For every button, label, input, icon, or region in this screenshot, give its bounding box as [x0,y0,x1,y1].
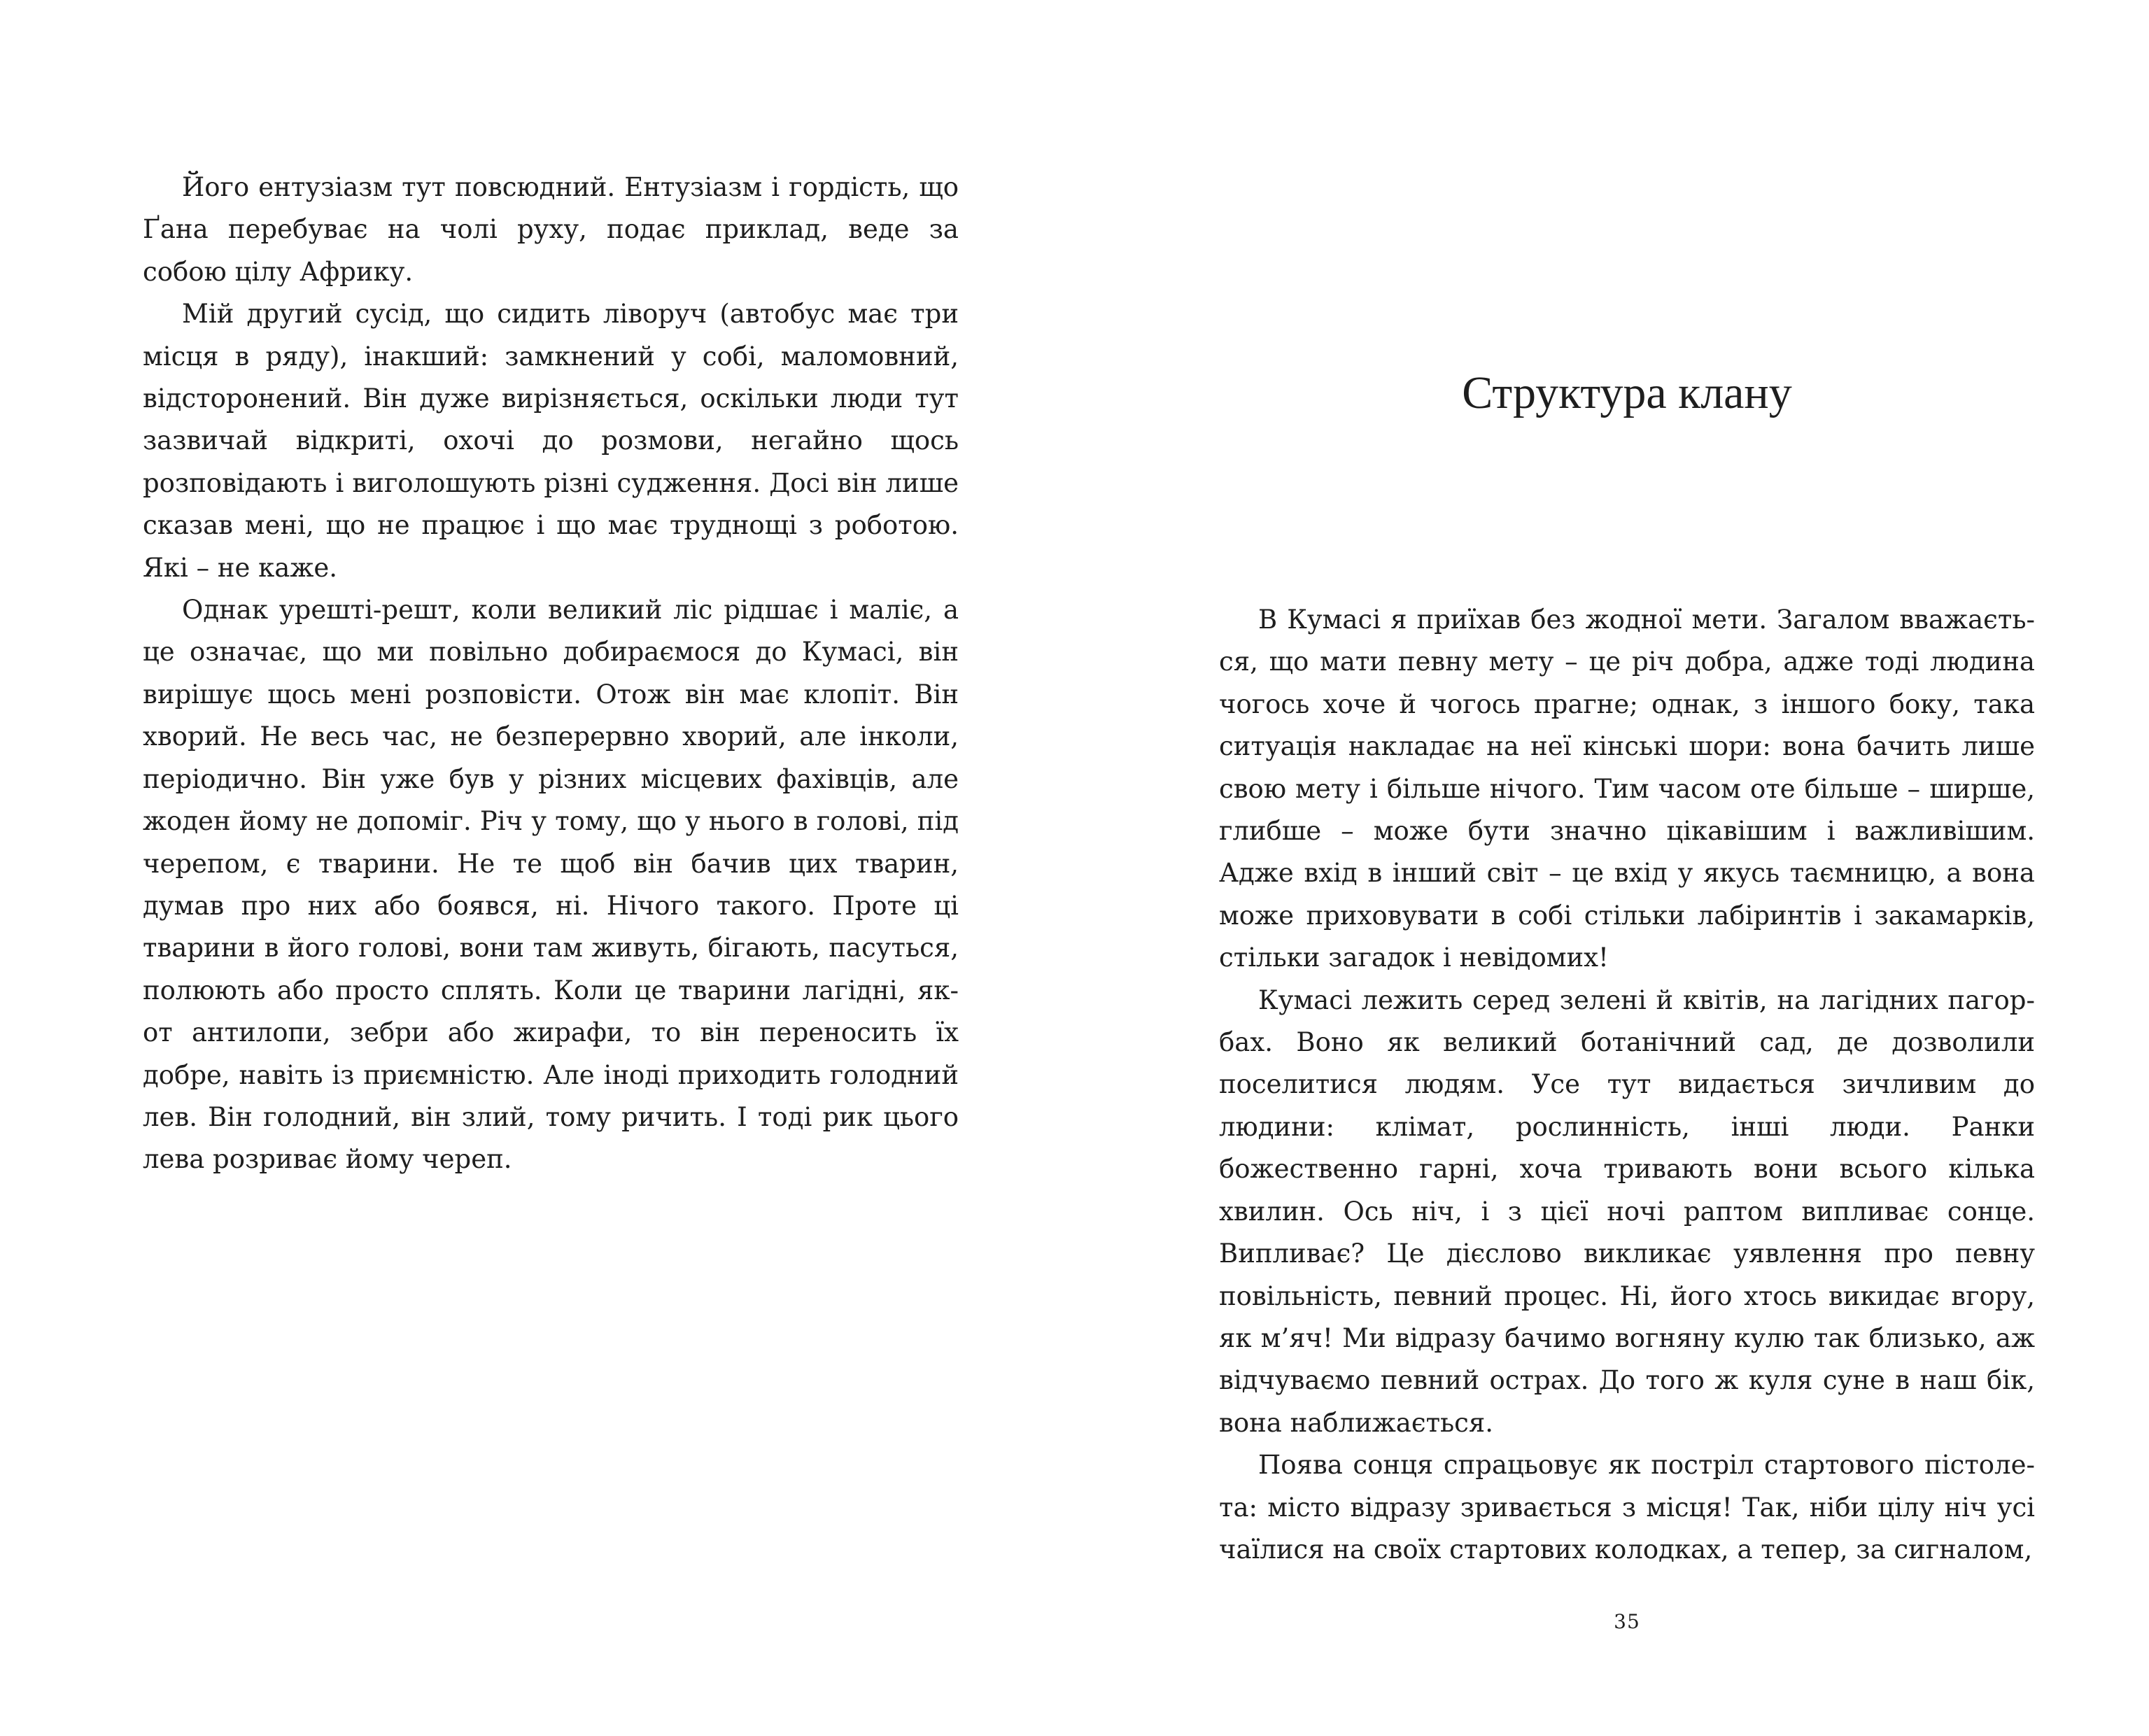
left-page-text [143,167,959,1181]
paragraph: Його ентузіазм тут повсюдний. Ентузіазм і гордість, що Ґана перебуває на чолі руху, подає приклад, веде за собою цілу Африку. [143,172,959,287]
paragraph: В Кумасі я приїхав без жодної мети. Загалом вважається, що мати певну мету – це річ добра, адже тоді людина чогось хоче й чогось прагне; однак, з іншого боку, така ситуація накладає на неї кінські шори: вона бачить лише свою мету і більше нічого. Тим часом оте більше – ширше, глибше – може бути значно цікавішим і важливішим. Адже вхід в інший світ – це вхід у якусь таємницю, а вона може приховувати в собі стільки лабіринтів і закамарків, стільки загадок і невідомих! [1219,605,2035,973]
paragraph: Кумасі лежить серед зелені й квітів, на лагідних пагорбах. Воно як великий ботанічний сад, де дозволили поселитися людям. Усе тут видається зичливим до людини: клімат, рослинність, інші люди. Ранки божественно гарні, хоча тривають вони всього кілька хвилин. Ось ніч, і з цієї ночі раптом випливає сонце. Випливає? Це дієслово викликає уявлення про певну повільність, певний процес. Ні, його хтось викидає вгору, як м’яч! Ми відразу бачимо вогняну кулю так близько, аж відчуваємо певний острах. До того ж куля суне в наш бік, вона наближається. [1219,985,2035,1438]
right-page [1075,0,2149,1736]
page-number: 35 [1614,1610,1640,1633]
paragraph: Поява сонця спрацьовує як постріл стартового пістолета: місто відразу зривається з місця! Так, ніби цілу ніч усі чаїлися на своїх стартових колодках, а тепер, за сигналом, [1219,1450,2035,1565]
left-page [0,0,1074,1736]
chapter-title: Структура клану [1462,367,1792,418]
paragraph: Мій другий сусід, що сидить ліворуч (автобус має три місця в ряду), інакший: замкнений у собі, маломовний, відсторонений. Він дуже вирізняється, оскільки люди тут зазвичай відкриті, охочі до розмови, негайно щось розповідають і виголошують різні судження. Досі він лише сказав мені, що не працює і що має труднощі з роботою. Які – не каже. [143,299,959,583]
paragraph: Однак урешті-решт, коли великий ліс рідшає і маліє, а це означає, що ми повільно добираємося до Кумасі, він вирішує щось мені розповісти. Отож він має клопіт. Він хворий. Не весь час, не безперервно хворий, але інколи, періодично. Він уже був у різних місцевих фахівців, але жоден йому не допоміг. Річ у тому, що у нього в голові, під черепом, є тварини. Не те щоб він бачив цих тварин, думав про них або боявся, ні. Нічого такого. Проте ці тварини в його голові, вони там живуть, бігають, пасуться, полюють або просто сплять. Коли це тварини лагідні, як-от антилопи, зебри або жирафи, то він переносить їх добре, навіть із приємністю. Але іноді приходить голодний лев. Він голодний, він злий, тому ричить. І тоді рик цього лева розриває йому череп. [143,595,959,1175]
right-page-text [1219,599,2035,1571]
